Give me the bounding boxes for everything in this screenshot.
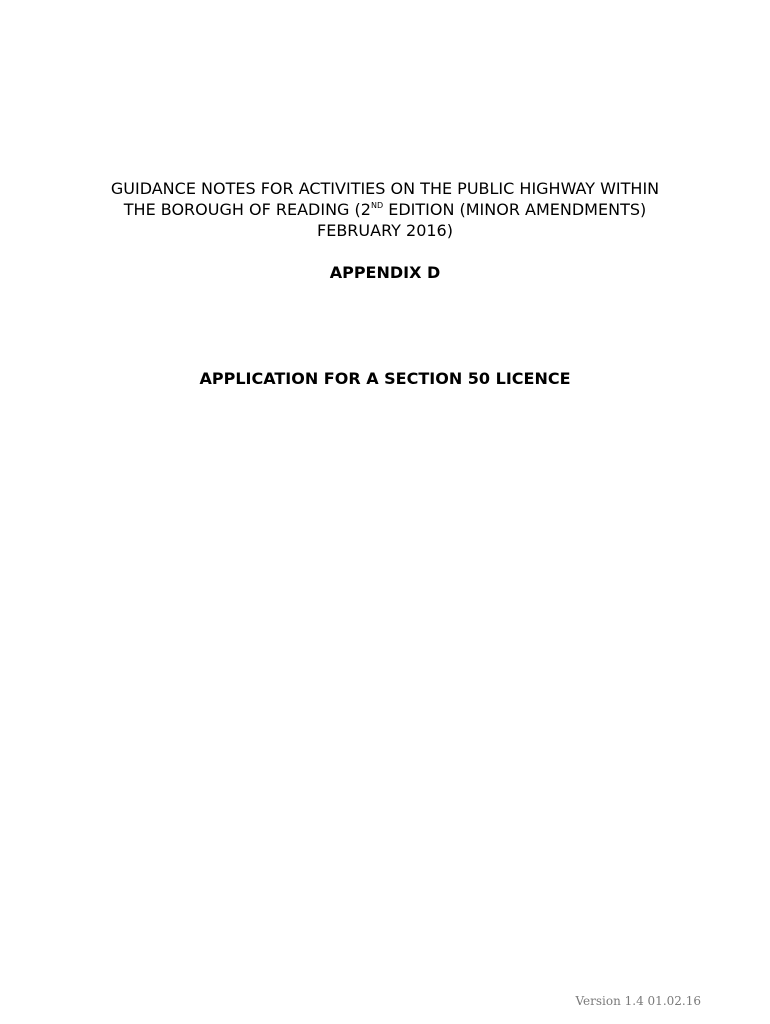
- heading-line-1: GUIDANCE NOTES FOR ACTIVITIES ON THE PUBLIC HIGHWAY WITHIN: [110, 179, 660, 198]
- version-footer: Version 1.4 01.02.16: [575, 994, 701, 1008]
- heading-line-2: [60, 199, 710, 220]
- heading-line-2-end: EDITION (MINOR AMENDMENTS): [383, 200, 647, 219]
- application-title: APPLICATION FOR A SECTION 50 LICENCE: [199, 369, 571, 388]
- heading-line-2-start: THE BOROUGH OF READING (2: [123, 200, 371, 219]
- appendix-title: APPENDIX D: [329, 263, 441, 282]
- edition-ordinal-superscript: ND: [370, 201, 384, 210]
- heading-line-3: FEBRUARY 2016): [317, 221, 453, 240]
- document-heading: [60, 178, 710, 241]
